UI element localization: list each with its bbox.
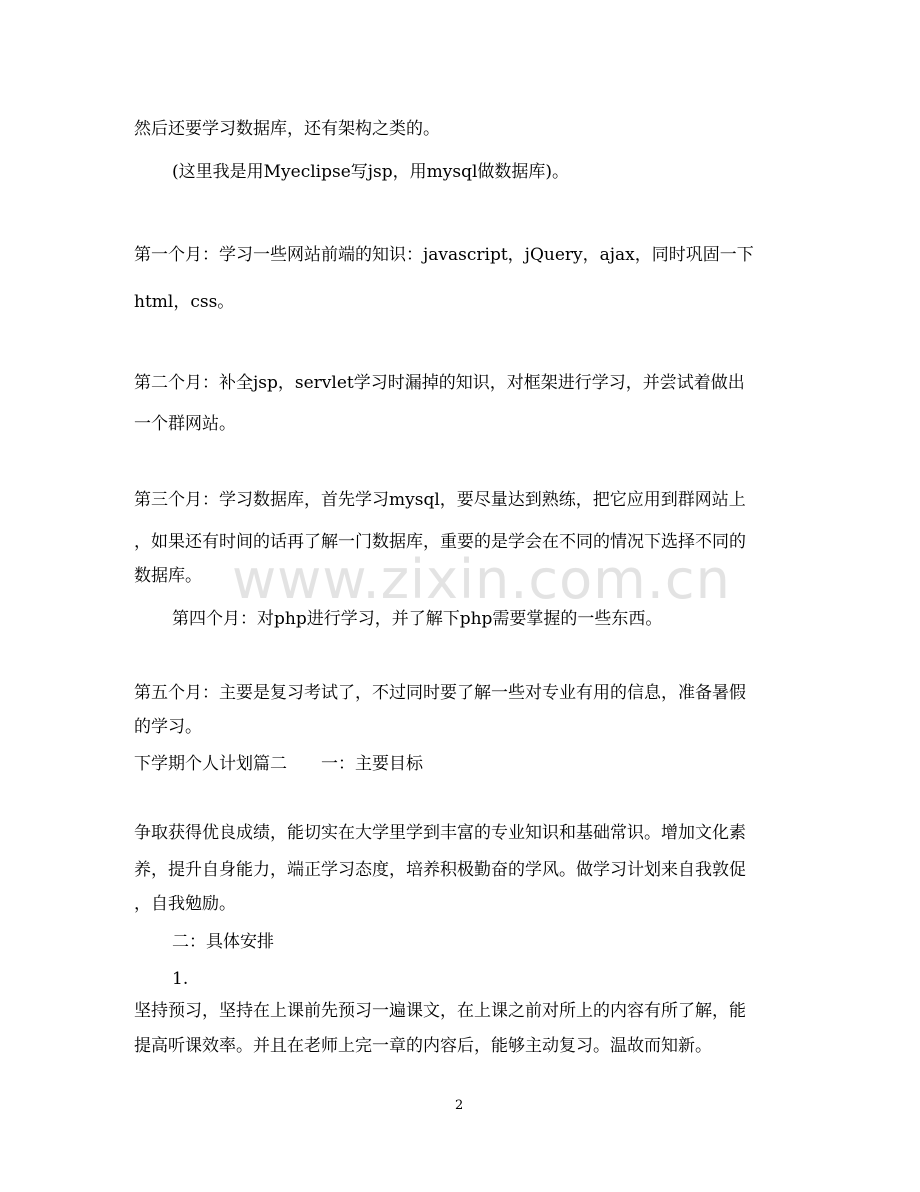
text-line: 第一个月：学习一些网站前端的知识：javascript，jQuery，ajax，同时巩固一下 [134, 245, 754, 265]
text-line: 第四个月：对php进行学习，并了解下php需要掌握的一些东西。 [172, 609, 663, 629]
text-line: 数据库。 [134, 566, 202, 586]
text-line: (这里我是用Myeclipse写jsp，用mysql做数据库)。 [172, 162, 570, 182]
text-line: 第二个月：补全jsp，servlet学习时漏掉的知识，对框架进行学习，并尝试着做出 [134, 373, 745, 393]
text-line: 第三个月：学习数据库，首先学习mysql，要尽量达到熟练，把它应用到群网站上 [134, 490, 746, 510]
text-line: ，自我勉励。 [134, 894, 236, 914]
watermark: www.zixin.com.cn [232, 548, 731, 611]
text-line: 坚持预习，坚持在上课前先预习一遍课文，在上课之前对所上的内容有所了解，能 [134, 1001, 746, 1021]
text-line: 争取获得优良成绩，能切实在大学里学到丰富的专业知识和基础常识。增加文化素 [134, 823, 746, 843]
section-heading: 二：具体安排 [172, 932, 274, 952]
text-line: 然后还要学习数据库，还有架构之类的。 [134, 119, 440, 139]
text-line: 提高听课效率。并且在老师上完一章的内容后，能够主动复习。温故而知新。 [134, 1036, 712, 1056]
section-heading: 下学期个人计划篇二 一：主要目标 [134, 754, 423, 774]
text-line: 第五个月：主要是复习考试了，不过同时要了解一些对专业有用的信息，准备暑假 [134, 683, 746, 703]
text-line: 一个群网站。 [134, 414, 236, 434]
list-number: 1. [172, 969, 189, 989]
text-line: html，css。 [134, 292, 235, 312]
text-line: 养，提升自身能力，端正学习态度，培养积极勤奋的学风。做学习计划来自我敦促 [134, 860, 746, 880]
text-line: 的学习。 [134, 717, 202, 737]
page-number: 2 [455, 1098, 464, 1113]
text-line: ，如果还有时间的话再了解一门数据库，重要的是学会在不同的情况下选择不同的 [134, 532, 746, 552]
